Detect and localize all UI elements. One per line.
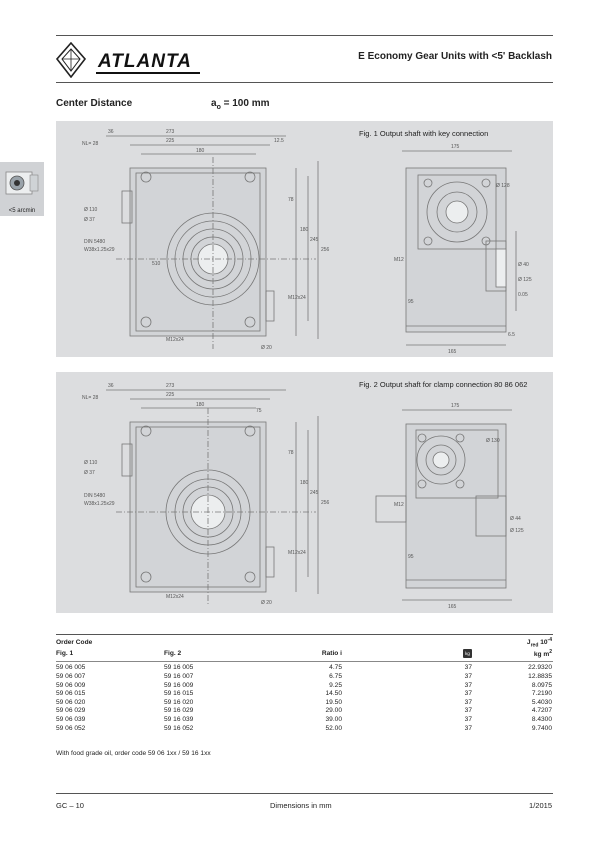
table-row [56,715,552,724]
fig2-side-d44: Ø 44 [510,516,521,522]
header-jred: $J_{red}$ $10^{-4}$ [526,637,552,649]
header-fig2: Fig. 2 [164,649,182,657]
weight-value: 37 [464,707,472,715]
fig1-dim-256: 256 [321,247,330,253]
figure-1-drawing [56,121,553,357]
figure-2-drawing [56,372,553,613]
table-row [56,698,552,707]
fig2-din-spec: W38x1.25x29 [84,501,115,507]
fig2-dim-m12: M12x24 [288,550,306,556]
table-row [56,724,552,733]
weight-value: 37 [464,664,472,672]
figure-2-panel [56,372,553,613]
fig1-dim-nl: NL= 28 [82,141,99,147]
fig1-dim-m12-bottom: M12x24 [166,337,184,343]
header-order-code: Order Code [56,639,93,647]
figure-1-caption: Fig. 1 Output shaft with key connection [359,129,489,138]
gear-unit-thumbnail-icon [4,166,40,200]
brand-wordmark: ATLANTA [98,51,192,72]
fig1-side-m12: M12 [394,257,404,263]
table-row [56,681,552,690]
fig1-order-code: 59 06 020 [56,698,86,706]
fig1-order-code: 59 06 007 [56,673,86,681]
fig2-order-code: 59 16 020 [164,698,194,706]
fig2-dim-273: 273 [166,383,175,389]
fig1-dim-180: 180 [196,148,205,154]
logo-emblem-icon [56,42,86,78]
fig2-dim-d20: Ø 20 [261,600,272,606]
fig1-side-175: 175 [451,144,460,150]
jred-value: 8.0975 [531,681,552,689]
fig1-order-code: 59 06 015 [56,690,86,698]
weight-value: 37 [464,716,472,724]
ratio-value: 14.50 [325,690,342,698]
header-bottom-rule [56,82,553,83]
fig1-side-d128: Ø 128 [496,183,510,189]
jred-value: 4.7207 [531,707,552,715]
fig1-dim-d20: Ø 20 [261,345,272,351]
weight-value: 37 [464,681,472,689]
fig2-dim-78: 78 [288,450,294,456]
table-header-row-1 [56,637,552,649]
ratio-value: 6.75 [329,673,342,681]
table-row [56,707,552,716]
center-distance-value: $a_o = 100$ mm [211,98,270,111]
fig2-side-m12: M12 [394,502,404,508]
table-row [56,664,552,673]
fig2-dim-256: 256 [321,500,330,506]
fig2-dim-180v: 180 [300,480,309,486]
section-label: Center Distance [56,98,133,109]
ratio-value: 19.50 [325,698,342,706]
fig2-order-code: 59 16 039 [164,716,194,724]
fig2-side-95: 95 [408,554,414,560]
fig2-order-code: 59 16 005 [164,664,194,672]
fig2-dim-d110: Ø 110 [84,460,98,466]
footer-date: 1/2015 [529,801,552,810]
fig2-order-code: 59 16 029 [164,707,194,715]
fig1-dim-d110: Ø 110 [84,207,98,213]
fig1-dim-510: 510 [152,261,161,267]
fig2-order-code: 59 16 052 [164,724,194,732]
fig1-side-65: 6.5 [508,332,515,338]
ratio-value: 39.00 [325,716,342,724]
ratio-value: 29.00 [325,707,342,715]
ratio-value: 9.25 [329,681,342,689]
fig1-side-95: 95 [408,299,414,305]
fig1-side-d40: Ø 40 [518,262,529,268]
ratio-value: 4.75 [329,664,342,672]
fig1-side-005: 0.05 [518,292,528,298]
fig2-dim-nl: NL= 28 [82,395,99,401]
side-tab-caption: <5 arcmin [8,208,36,214]
fig1-dim-36: 36 [108,129,114,135]
fig2-side-d130: Ø 130 [486,438,500,444]
footer-page-code: GC – 10 [56,801,84,810]
fig2-side-165: 165 [448,604,457,610]
order-code-table [56,637,552,732]
table-row [56,672,552,681]
footer-dimensions-note: Dimensions in mm [270,801,332,810]
fig1-side-165: 165 [448,349,457,355]
fig1-order-code: 59 06 039 [56,716,86,724]
food-grade-note: With food grade oil, order code 59 06 1xx / 59 16 1xx [56,750,211,757]
jred-value: 22.9320 [528,664,552,672]
jred-value: 8.4300 [531,716,552,724]
side-product-tab[interactable] [0,162,44,216]
fig1-dim-245: 245 [310,237,319,243]
atlanta-logo [56,41,206,81]
jred-value: 12.8835 [528,673,552,681]
footer-rule [56,793,553,794]
header-ratio: Ratio i [321,649,342,657]
weight-value: 37 [464,724,472,732]
table-row [56,689,552,698]
fig2-din-label: DIN 5480 [84,493,106,499]
fig2-dim-225: 225 [166,392,175,398]
ratio-value: 52.00 [325,724,342,732]
fig2-dim-245: 245 [310,490,319,496]
fig1-dim-m12: M12x24 [288,295,306,301]
header-fig1: Fig. 1 [56,649,74,657]
fig1-dim-12-5: 12.5 [274,138,284,144]
header-jred-unit: kg $m^2$ [533,648,552,658]
fig2-order-code: 59 16 007 [164,673,194,681]
weight-value: 37 [464,698,472,706]
fig1-side-d125: Ø 125 [518,277,532,283]
fig1-order-code: 59 06 029 [56,707,86,715]
fig2-side-d125: Ø 125 [510,528,524,534]
fig2-side-175: 175 [451,403,460,409]
jred-value: 5.4030 [531,698,552,706]
fig1-order-code: 59 06 009 [56,681,86,689]
fig1-dim-225: 225 [166,138,175,144]
fig1-order-code: 59 06 052 [56,724,86,732]
jred-value: 7.2190 [531,690,552,698]
fig2-order-code: 59 16 015 [164,690,194,698]
fig2-dim-180: 180 [196,402,205,408]
figure-2-caption: Fig. 2 Output shaft for clamp connection 80 86 062 [359,380,528,389]
fig2-dim-d37: Ø 37 [84,470,95,476]
table-header-row-2 [56,649,552,658]
brand-underline [96,72,200,74]
weight-value: 37 [464,690,472,698]
header-top-rule [56,35,553,36]
fig1-din-spec: W38x1.25x29 [84,247,115,253]
fig2-dim-36: 36 [108,383,114,389]
fig1-dim-273: 273 [166,129,175,135]
jred-value: 9.7400 [531,724,552,732]
table-top-rule [56,634,553,635]
weight-kg-icon: kg [463,649,472,658]
page-title: E Economy Gear Units with <5' Backlash [358,51,552,62]
fig1-dim-d37: Ø 37 [84,217,95,223]
fig2-order-code: 59 16 009 [164,681,194,689]
figure-1-panel [56,121,553,357]
fig1-order-code: 59 06 005 [56,664,86,672]
fig2-dim-m12-bottom: M12x24 [166,594,184,600]
fig1-dim-180v: 180 [300,227,309,233]
fig2-dim-75: 75 [256,408,262,414]
fig1-dim-78: 78 [288,197,294,203]
weight-value: 37 [464,673,472,681]
fig1-din-label: DIN 5480 [84,239,106,245]
